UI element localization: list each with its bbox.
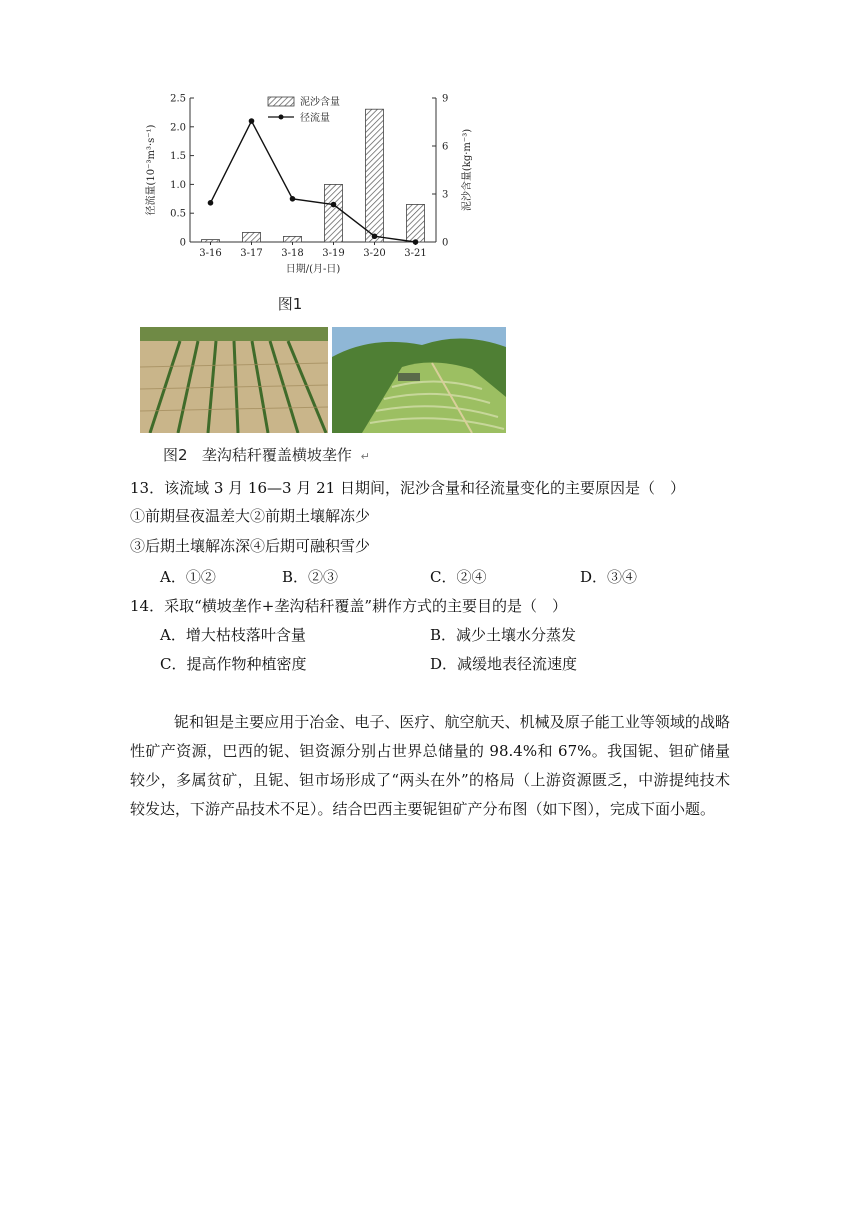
- q14-option-a[interactable]: A．增大枯枝落叶含量: [160, 626, 306, 644]
- sediment-bar: [284, 236, 302, 242]
- furrow-straw-photo: [140, 327, 328, 433]
- x-tick-label: 3-17: [240, 248, 263, 259]
- q13-statement-1: ①前期昼夜温差大②前期土壤解冻少: [130, 507, 371, 525]
- figure1-caption: 图1: [277, 295, 303, 313]
- slope-terrace-photo: [332, 327, 506, 433]
- sediment-bar: [366, 109, 384, 242]
- runoff-point: [413, 239, 419, 245]
- passage-text: 铌和钽是主要应用于冶金、电子、医疗、航空航天、机械及原子能工业等领域的战略性矿产资源，巴西的铌、钽资源分别占世界总储量的 98.4%和 67%。我国铌、钽矿储量较少，多属贫矿，且铌、钽市场形成了“两头在外”的格局（上游资源匮乏，中游提纯技术较发达，下游产品技术不足）。结合巴西主要铌钽矿产分布图（如下图），完成下面小题。: [130, 713, 730, 818]
- q13-option-a[interactable]: A．①②: [160, 568, 216, 586]
- passage-paragraph: [130, 708, 730, 824]
- left-tick-label: 2.5: [170, 93, 186, 105]
- x-tick-label: 3-20: [363, 248, 386, 259]
- runoff-point: [331, 202, 337, 208]
- left-tick-label: 0: [179, 237, 186, 249]
- sediment-bar: [325, 184, 343, 242]
- runoff-point: [372, 233, 378, 239]
- q14-option-c[interactable]: C．提高作物种植密度: [160, 655, 307, 673]
- runoff-point: [290, 196, 296, 202]
- runoff-point: [208, 200, 214, 206]
- left-axis-label: 径流量(10⁻³m³·s⁻¹): [146, 124, 157, 216]
- x-axis-label: 日期/(月-日): [285, 264, 341, 275]
- legend-swatch-runoff-point: [279, 115, 284, 120]
- q14-option-d[interactable]: D．减缓地表径流速度: [430, 655, 578, 673]
- figure2-title: 垄沟秸秆覆盖横坡垄作: [201, 446, 352, 464]
- right-tick-label: 3: [442, 189, 449, 201]
- q13-statement-2: ③后期土壤解冻深④后期可融积雪少: [130, 537, 371, 555]
- x-tick-label: 3-21: [404, 248, 427, 259]
- runoff-point: [249, 118, 255, 124]
- sediment-bar: [243, 232, 261, 242]
- left-tick-label: 0.5: [170, 208, 186, 220]
- q13-option-c[interactable]: C．②④: [430, 568, 487, 586]
- left-tick-label: 1.0: [170, 179, 186, 191]
- q13-option-b[interactable]: B．②③: [282, 568, 339, 586]
- paragraph-mark: ↵: [360, 450, 370, 463]
- right-tick-label: 6: [442, 141, 449, 153]
- legend-swatch-sediment: [268, 97, 294, 106]
- chart-svg: [140, 86, 500, 286]
- q13-stem: 13．该流域 3 月 16—3 月 21 日期间，泥沙含量和径流量变化的主要原因是（ ）: [130, 479, 685, 497]
- q13-option-d[interactable]: D．③④: [580, 568, 638, 586]
- q14-stem: 14．采取“横坡垄作+垄沟秸秆覆盖”耕作方式的主要目的是（ ）: [130, 597, 567, 615]
- x-tick-label: 3-18: [281, 248, 304, 259]
- right-tick-label: 9: [442, 93, 449, 105]
- x-tick-label: 3-16: [199, 248, 222, 259]
- left-tick-label: 1.5: [170, 151, 186, 163]
- runoff-line: [211, 121, 416, 242]
- sediment-bar: [202, 240, 220, 242]
- legend-label-sediment: 泥沙含量: [300, 97, 340, 108]
- figure2-number: 图2: [163, 446, 188, 464]
- figure2-caption: [163, 444, 370, 465]
- left-tick-label: 2.0: [170, 122, 186, 134]
- figure1-chart: [140, 86, 500, 286]
- legend-label-runoff: 径流量: [300, 113, 330, 124]
- q14-option-b[interactable]: B．减少土壤水分蒸发: [430, 626, 577, 644]
- sediment-bar: [407, 204, 425, 242]
- x-tick-label: 3-19: [322, 248, 345, 259]
- right-tick-label: 0: [442, 237, 449, 249]
- right-axis-label: 泥沙含量(kg·m⁻³): [462, 128, 473, 212]
